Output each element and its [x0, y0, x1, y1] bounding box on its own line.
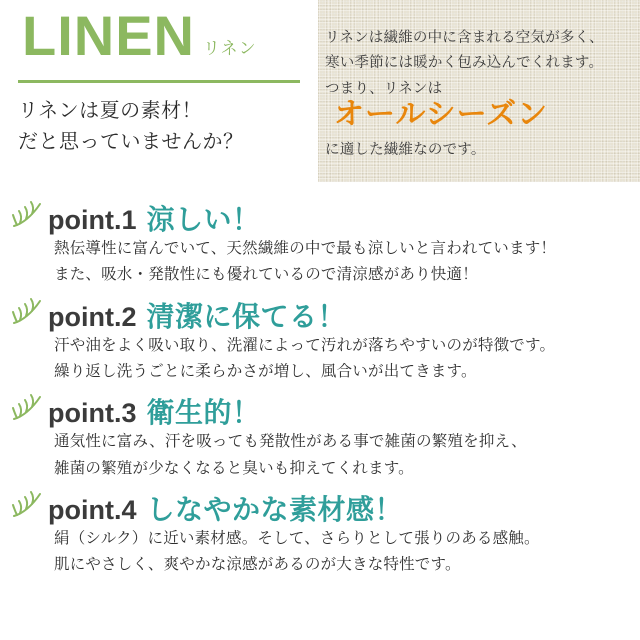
point-body-2-line-2: 繰り返し洗うごとに柔らかさが増し、風合いが出てきます。 [54, 363, 477, 381]
point-label-1: point.1 [48, 205, 137, 235]
point-block-3 [0, 391, 640, 482]
header-description-line-3: つまり、リネンは [325, 80, 443, 97]
point-body-2-line-1: 汗や油をよく吸い取り、洗濯によって汚れが落ちやすいのが特徴です。 [54, 336, 556, 354]
header-description [325, 26, 633, 102]
point-title-3: 衛生的！ [146, 397, 261, 429]
header-description-line-2: 寒い季節には暖かく包み込んでくれます。 [325, 55, 604, 72]
leaf-icon [8, 486, 48, 526]
points-section [0, 182, 640, 579]
point-body-2 [48, 331, 640, 386]
point-block-2 [0, 295, 640, 386]
point-block-1 [0, 198, 640, 289]
point-body-4 [48, 524, 640, 579]
point-body-1-line-1: 熱伝導性に富んでいて、天然繊維の中で最も涼しいと言われています！ [54, 240, 557, 257]
header [0, 0, 640, 182]
point-head-4 [48, 488, 640, 524]
point-label-2: point.2 [48, 301, 137, 332]
leaf-icon [8, 293, 48, 333]
header-description-line-1: リネンは繊維の中に含まれる空気が多く、 [325, 30, 604, 46]
point-title-1: 涼しい！ [146, 204, 261, 235]
logo [22, 4, 257, 67]
point-body-1-line-2: また、吸水・発散性にも優れているので清涼感があり快適！ [54, 266, 478, 284]
point-body-1 [48, 234, 640, 289]
point-label-3: point.3 [48, 398, 137, 429]
point-body-4-line-2: 肌にやさしく、爽やかな涼感があるのが大きな特性です。 [54, 556, 461, 574]
point-body-3 [48, 427, 640, 482]
logo-sub-text: リネン [203, 39, 257, 58]
leaf-icon [8, 389, 48, 429]
point-label-4: point.4 [48, 495, 137, 526]
point-head-1 [48, 198, 640, 234]
point-head-2 [48, 295, 640, 331]
point-body-4-line-1: 絹（シルク）に近い素材感。そして、さらりとして張りのある感触。 [54, 530, 540, 548]
header-description-line-4: に適した繊維なのです。 [325, 142, 486, 158]
highlight-allseason: オールシーズン [334, 98, 549, 131]
point-head-3 [48, 391, 640, 427]
header-lead-text [18, 96, 308, 158]
header-lead-line-1: リネンは夏の素材！ [18, 100, 203, 122]
point-body-3-line-1: 通気性に富み、汗を吸っても発散性がある事で雑菌の繁殖を抑え、 [54, 433, 527, 451]
header-lead-line-2: だと思っていませんか？ [18, 131, 244, 153]
leaf-icon [8, 196, 48, 236]
point-block-4 [0, 488, 640, 579]
logo-main-text: LINEN [22, 4, 195, 67]
point-title-4: しなやかな素材感！ [146, 494, 404, 526]
point-body-3-line-2: 雑菌の繁殖が少なくなると臭いも抑えてくれます。 [54, 459, 414, 477]
point-title-2: 清潔に保てる！ [146, 300, 347, 332]
logo-divider [18, 80, 300, 83]
